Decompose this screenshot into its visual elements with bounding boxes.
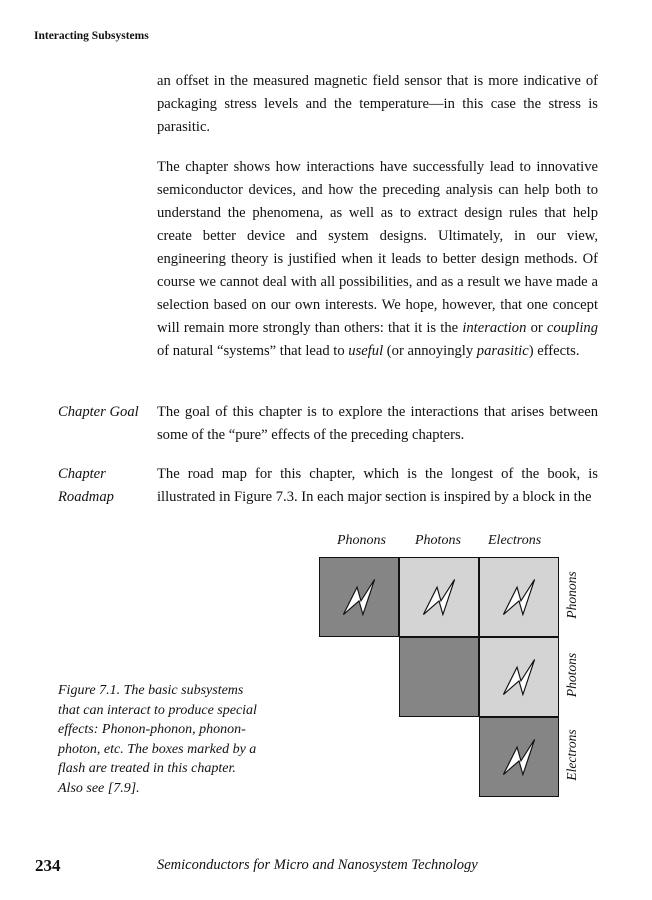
column-header-phonons: Phonons (337, 533, 386, 548)
emphasis-parasitic: parasitic (476, 343, 529, 359)
flash-icon (400, 558, 478, 636)
row-header-photons: Photons (564, 652, 579, 698)
flash-icon (480, 638, 558, 716)
paragraph-chapter-goal: The goal of this chapter is to explore the interactions that arises between some of the “pure” effects of the preceding chapters. (157, 404, 598, 443)
text-run: or (526, 320, 547, 336)
flash-icon (480, 558, 558, 636)
column-header-electrons: Electrons (488, 533, 542, 548)
margin-note-chapter-goal: Chapter Goal (58, 404, 139, 420)
column-header-photons: Photons (415, 533, 461, 548)
text-run: ) effects. (528, 343, 580, 359)
emphasis-coupling: coupling (546, 320, 598, 336)
paragraph-chapter-roadmap: The road map for this chapter, which is the longest of the book, is illustrated in Figure 7.3. In each major section is inspired by a block in the (157, 466, 598, 505)
emphasis-interaction: interaction (462, 320, 527, 336)
margin-note-line: Chapter (58, 466, 106, 482)
text-run: (or annoyingly (383, 343, 477, 359)
paragraph-intro: an offset in the measured magnetic field sensor that is more indicative of packaging stress levels and the temperature—in this case the stress is parasitic. (157, 73, 598, 135)
cell-phonon-phonon (319, 557, 399, 637)
cell-phonon-electron (479, 557, 559, 637)
paragraph-chapter-overview (157, 156, 598, 363)
running-head: Interacting Subsystems (34, 30, 149, 42)
row-header-phonons: Phonons (564, 571, 579, 619)
emphasis-useful: useful (348, 343, 384, 359)
page-number: 234 (35, 856, 61, 875)
row-header-electrons: Electrons (564, 729, 579, 781)
text-run: The chapter shows how interactions have successfully lead to innovative semiconductor devices, and how the preceding analysis can help both to understand the phenomena, as well as to extract design rules that help create better device and system designs. Ultimately, in our view, engineering theory is justified when it leads to better design methods. Of course we cannot deal with all possibilities, and as a result we have made a selection based on our own interests. We hope, however, that one concept will remain more strongly than others: that it is the (157, 159, 598, 336)
margin-note-line: Roadmap (58, 489, 114, 505)
flash-icon (480, 718, 558, 796)
cell-electron-electron (479, 717, 559, 797)
margin-note-chapter-roadmap (58, 463, 153, 509)
text-run: of natural “systems” that lead to (157, 343, 349, 359)
cell-photon-photon (399, 637, 479, 717)
flash-icon (320, 558, 398, 636)
figure-caption: Figure 7.1. The basic subsystems that can interact to produce special effects: Phonon-phonon, phonon-photon, etc. The boxes marked by a flash are treated in this chapter. Also see [7.9]. (58, 683, 257, 796)
cell-phonon-photon (399, 557, 479, 637)
subsystem-interaction-grid (319, 557, 559, 797)
book-title: Semiconductors for Micro and Nanosystem Technology (157, 857, 478, 873)
cell-photon-electron (479, 637, 559, 717)
